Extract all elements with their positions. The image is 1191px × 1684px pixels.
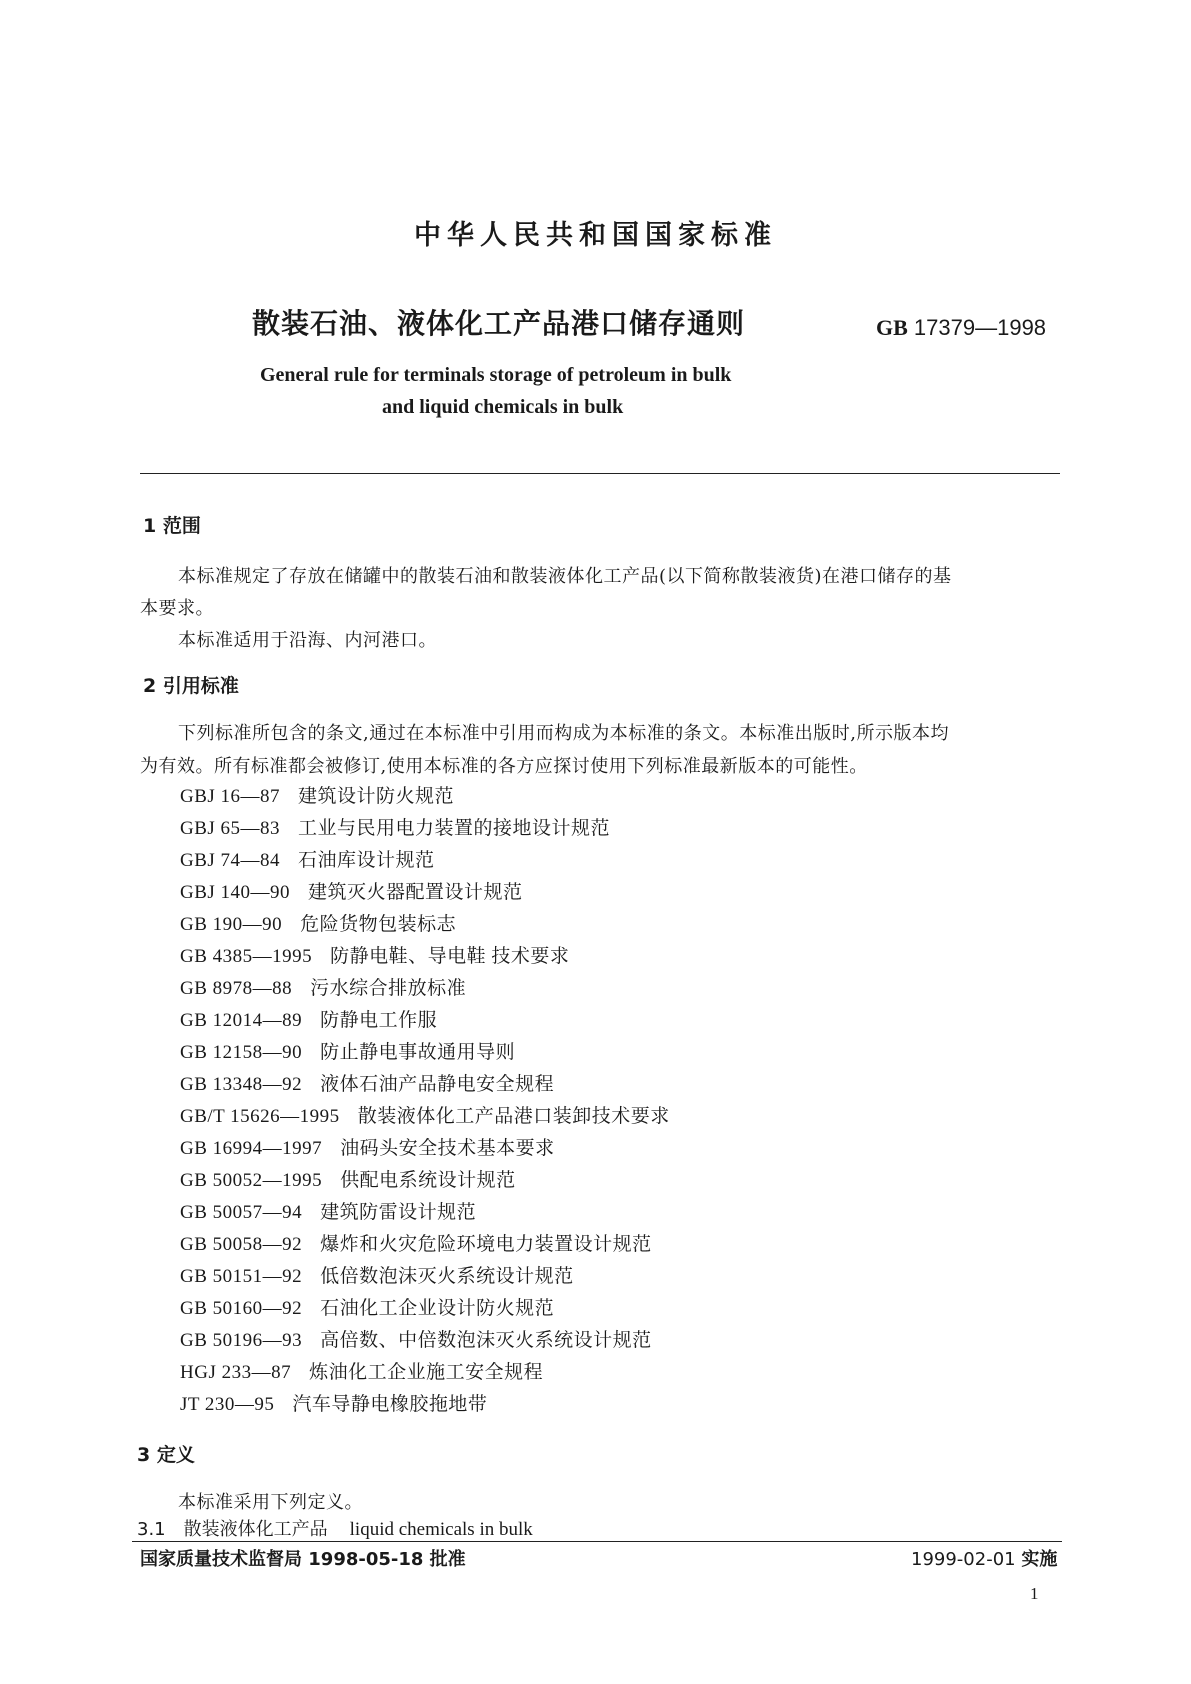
section-1-para2: 本标准适用于沿海、内河港口。 [178, 630, 437, 651]
reference-code: GB 12158—90 [180, 1042, 303, 1063]
reference-code: GBJ 140—90 [180, 882, 291, 903]
reference-title: 建筑灭火器配置设计规范 [308, 882, 523, 903]
reference-code: GBJ 16—87 [180, 786, 281, 807]
reference-title: 防止静电事故通用导则 [320, 1042, 516, 1063]
header-divider [140, 473, 1060, 474]
standard-number-value: 17379—1998 [913, 315, 1047, 340]
reference-code: GB 13348—92 [180, 1074, 303, 1095]
reference-item [180, 941, 569, 968]
section-2-para-line2: 为有效。所有标准都会被修订,使用本标准的各方应探讨使用下列标准最新版本的可能性。 [140, 756, 868, 777]
reference-title: 爆炸和火灾危险环境电力装置设计规范 [320, 1234, 652, 1255]
reference-title: 建筑设计防火规范 [298, 786, 455, 807]
reference-item [180, 1389, 487, 1416]
reference-code: GB 50160—92 [180, 1298, 303, 1319]
definition-term-en: liquid chemicals in bulk [349, 1519, 533, 1540]
reference-title: 防静电工作服 [320, 1010, 438, 1031]
document-title-cn: 散装石油、液体化工产品港口储存通则 [252, 307, 746, 340]
reference-title: 工业与民用电力装置的接地设计规范 [298, 818, 611, 839]
document-title-en-line1: General rule for terminals storage of petroleum in bulk [260, 364, 732, 386]
reference-code: HGJ 233—87 [180, 1362, 292, 1383]
reference-item [180, 1165, 516, 1192]
reference-title: 高倍数、中倍数泡沫灭火系统设计规范 [320, 1330, 652, 1351]
section-1-para1-line1: 本标准规定了存放在储罐中的散装石油和散装液体化工产品(以下简称散装液货)在港口储存的基 [178, 566, 952, 587]
reference-item [180, 973, 466, 1000]
reference-code: GB 50151—92 [180, 1266, 303, 1287]
reference-title: 液体石油产品静电安全规程 [320, 1074, 555, 1095]
reference-code: GB 12014—89 [180, 1010, 303, 1031]
reference-title: 防静电鞋、导电鞋 技术要求 [330, 946, 570, 967]
reference-title: 汽车导静电橡胶拖地带 [292, 1394, 488, 1415]
reference-item [180, 1133, 555, 1160]
page-number: 1 [1030, 1584, 1039, 1603]
reference-title: 石油化工企业设计防火规范 [320, 1298, 555, 1319]
reference-item [180, 813, 610, 840]
reference-item [180, 1357, 543, 1384]
reference-item [180, 877, 523, 904]
section-3-para: 本标准采用下列定义。 [178, 1492, 363, 1513]
reference-code: GBJ 74—84 [180, 850, 281, 871]
reference-title: 建筑防雷设计规范 [320, 1202, 477, 1223]
document-title-en-line2: and liquid chemicals in bulk [382, 396, 624, 418]
reference-item [180, 1069, 554, 1096]
reference-code: GBJ 65—83 [180, 818, 281, 839]
reference-item [180, 1293, 554, 1320]
reference-title: 低倍数泡沫灭火系统设计规范 [320, 1266, 574, 1287]
section-1-para1-line2: 本要求。 [140, 598, 214, 619]
reference-item [180, 1197, 476, 1224]
reference-title: 油码头安全技术基本要求 [340, 1138, 555, 1159]
reference-code: GB 50058—92 [180, 1234, 303, 1255]
section-2-para-line1: 下列标准所包含的条文,通过在本标准中引用而构成为本标准的条文。本标准出版时,所示版本均 [178, 723, 949, 744]
reference-title: 危险货物包装标志 [300, 914, 457, 935]
effective-label: 实施 [1021, 1549, 1058, 1570]
standard-number [876, 315, 1046, 341]
reference-code: JT 230—95 [180, 1394, 275, 1415]
reference-code: GB 50196—93 [180, 1330, 303, 1351]
footer-divider [132, 1541, 1062, 1542]
reference-title: 污水综合排放标准 [310, 978, 467, 999]
reference-item [180, 781, 454, 808]
section-2-heading: 2 引用标准 [143, 675, 239, 697]
reference-code: GB 8978—88 [180, 978, 293, 999]
reference-item [180, 1101, 670, 1128]
reference-code: GB 50057—94 [180, 1202, 303, 1223]
reference-item [180, 909, 456, 936]
reference-title: 石油库设计规范 [298, 850, 435, 871]
effective-date: 1999-02-01 [911, 1549, 1016, 1570]
approval-statement: 国家质量技术监督局 1998-05-18 批准 [140, 1549, 466, 1570]
reference-item [180, 1005, 437, 1032]
reference-code: GB 50052—1995 [180, 1170, 323, 1191]
reference-item [180, 1325, 652, 1352]
reference-code: GB 190—90 [180, 914, 283, 935]
effective-statement [911, 1545, 1057, 1571]
reference-item [180, 845, 435, 872]
reference-title: 供配电系统设计规范 [340, 1170, 516, 1191]
definition-number: 3.1 [137, 1519, 166, 1540]
reference-item [180, 1229, 652, 1256]
definition-term-cn: 散装液体化工产品 [183, 1519, 328, 1540]
reference-title: 炼油化工企业施工安全规程 [309, 1362, 544, 1383]
standard-prefix: GB [876, 315, 908, 340]
definition-3-1 [137, 1515, 533, 1541]
national-standard-heading: 中华人民共和国国家标准 [414, 220, 777, 251]
reference-item [180, 1261, 574, 1288]
reference-code: GB 16994—1997 [180, 1138, 323, 1159]
reference-item [180, 1037, 515, 1064]
reference-code: GB 4385—1995 [180, 946, 313, 967]
reference-code: GB/T 15626—1995 [180, 1106, 340, 1127]
section-3-heading: 3 定义 [137, 1444, 195, 1466]
section-1-heading: 1 范围 [143, 515, 201, 537]
reference-title: 散装液体化工产品港口装卸技术要求 [357, 1106, 670, 1127]
